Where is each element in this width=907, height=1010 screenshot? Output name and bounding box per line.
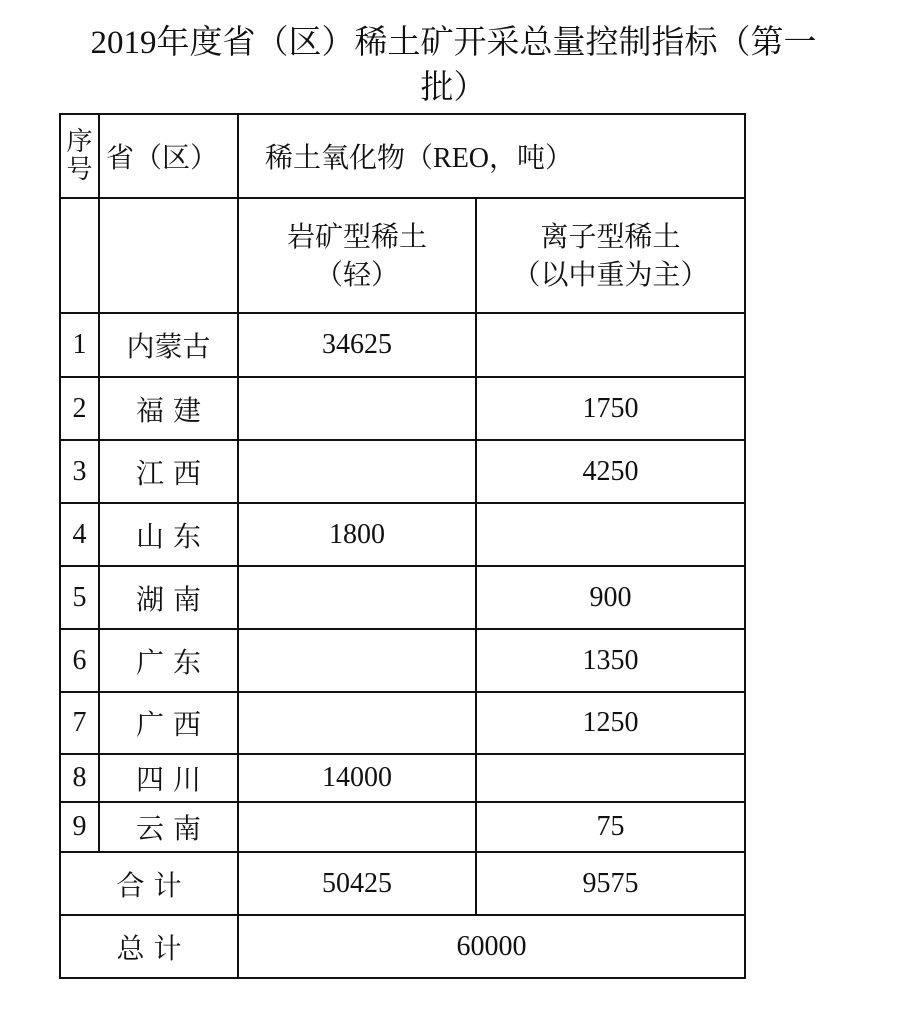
row-seq: 1	[60, 313, 99, 377]
row-ion-value: 1250	[476, 692, 745, 754]
subheader-row	[60, 198, 745, 313]
row-province: 广 东	[99, 629, 238, 692]
subtotal-rock-value: 50425	[238, 852, 476, 915]
row-ion-value	[476, 503, 745, 566]
total-row	[60, 915, 745, 978]
row-province: 四 川	[99, 754, 238, 802]
table-row	[60, 377, 745, 440]
row-ion-value: 900	[476, 566, 745, 629]
table-row	[60, 313, 745, 377]
row-seq: 9	[60, 802, 99, 852]
row-province: 广 西	[99, 692, 238, 754]
row-rock-value	[238, 566, 476, 629]
row-seq: 8	[60, 754, 99, 802]
table-row	[60, 440, 745, 503]
row-ion-value	[476, 754, 745, 802]
row-seq: 6	[60, 629, 99, 692]
subtotal-label: 合 计	[60, 852, 238, 915]
table-row	[60, 503, 745, 566]
row-ion-value	[476, 313, 745, 377]
row-ion-value: 1350	[476, 629, 745, 692]
header-rock-type: 岩矿型稀土 （轻）	[238, 198, 476, 313]
row-province: 江 西	[99, 440, 238, 503]
row-province: 福 建	[99, 377, 238, 440]
quota-table	[59, 113, 746, 979]
document-title	[0, 20, 907, 109]
row-rock-value	[238, 440, 476, 503]
subheader-province-empty	[99, 198, 238, 313]
row-ion-value: 4250	[476, 440, 745, 503]
row-rock-value	[238, 692, 476, 754]
subheader-seq-empty	[60, 198, 99, 313]
row-rock-value: 1800	[238, 503, 476, 566]
row-province: 湖 南	[99, 566, 238, 629]
row-rock-value	[238, 802, 476, 852]
row-seq: 3	[60, 440, 99, 503]
table-row	[60, 692, 745, 754]
table-row	[60, 629, 745, 692]
table-row	[60, 566, 745, 629]
row-ion-value: 1750	[476, 377, 745, 440]
row-seq: 4	[60, 503, 99, 566]
header-province: 省（区）	[99, 114, 238, 198]
row-seq: 7	[60, 692, 99, 754]
header-reo: 稀土氧化物（REO，吨）	[238, 114, 745, 198]
row-province: 内蒙古	[99, 313, 238, 377]
row-rock-value: 14000	[238, 754, 476, 802]
total-value: 60000	[238, 915, 745, 978]
total-label: 总 计	[60, 915, 238, 978]
header-seq: 序号	[60, 114, 99, 198]
subtotal-row	[60, 852, 745, 915]
row-province: 山 东	[99, 503, 238, 566]
row-rock-value: 34625	[238, 313, 476, 377]
header-ion-type: 离子型稀土 （以中重为主）	[476, 198, 745, 313]
title-line-1: 2019年度省（区）稀土矿开采总量控制指标（第一	[90, 22, 817, 61]
row-rock-value	[238, 377, 476, 440]
table-row	[60, 754, 745, 802]
header-row	[60, 114, 745, 198]
row-seq: 2	[60, 377, 99, 440]
title-line-2: 批）	[420, 67, 487, 106]
row-seq: 5	[60, 566, 99, 629]
row-province: 云 南	[99, 802, 238, 852]
table-row	[60, 802, 745, 852]
row-rock-value	[238, 629, 476, 692]
row-ion-value: 75	[476, 802, 745, 852]
subtotal-ion-value: 9575	[476, 852, 745, 915]
